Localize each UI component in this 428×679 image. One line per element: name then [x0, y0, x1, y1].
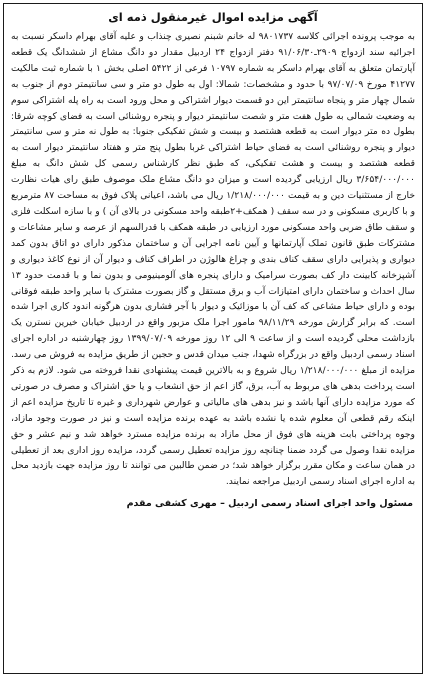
notice-frame	[3, 3, 423, 674]
notice-body: به موجب پرونده اجرائی کلاسه ۹۸۰۱۷۳۷ له خانم شبنم نصیری چنذاب و علیه آقای بهرام داسکر نسبت به اجرائیه سند ازدواج ۲۹۰۹ـ۹۱/۰۶/۳۰ دفتر ازدواج ۲۴ اردبیل مقدار دو دانگ مشاع از ششدانگ یک قطعه آپارتمان متعلق به آقای بهرام داسکر به شماره ۱۰۷۹۷ فرعی از ۵۴۲۲ اصلی بخش ۱ با شماره ثبت مالکیت ۴۱۲۷۷ مورخ ۹۷/۰۷/۰۹ با حدود و مشخصات: شمالا: اول به طول دو متر و سی سانتیمتر دوم از جنوب به شمال چهار متر و پنجاه سانتیمتر این دو قسمت دیوار اشتراکی و محل ورود است به راه پله اشتراکی سوم به وضعیت شمالی به طول هفت متر و شصت سانتیمتر دیوار و پنجره روشنائی است به فضای کوچه شرقا: بطول ده متر دیوار است به قطعه هشتصد و بیست و شش تفکیکی جنوبا: به طول نه متر و سی سانتیمتر دیوار و پنجره روشنائی است به فضای حیاط اشتراکی غربا بطول پنج متر و هفتاد سانتیمتر دیوار است به قطعه هشتصد و بیست و هشت تفکیکی، که طبق نظر کارشناس رسمی کل شش دانگ به مبلغ ۳/۶۵۴/۰۰۰/۰۰۰ ریال ارزیابی گردیده است و میزان دو دانگ مشاع ملک موصوف طبق رای هیات نظارت خارج از مستثنیات دین و به قیمت ۱/۲۱۸/۰۰۰/۰۰۰ ریال می باشد، اعیانی پلاک فوق به مساحت ۸۷ مترمربع و با کاربری مسکونی و در سه سقف ( همکف+۲طبقه واحد مسکونی در بالای آن ) و با سازه اسکلت فلزی و سقف طاق ضربی واحد مسکونی مورد ارزیابی در طبقه همکف با قدرالسهم از عرصه و سایر مشاعات و مشترکات طبق قانون تملک آپارتمانها و آیین نامه اجرایی آن و ساختمان مذکور دارای دو اتاق بدون کمد دیواری و پذیرایی دارای سقف کناف بندی و چراغ هالوژن در اطراف کناف و دیوار آن از نوع کاغذ دیواری و آشپزخانه کابینت دار کف بصورت سرامیک و دارای پنجره های آلومینیومی و بدون نما و با قدمت حدود ۱۳ سال احداث و ساختمان دارای امتیازات آب و برق مستقل و گاز بصورت مشترک با سایر واحد طبقه فوقانی بوده و دارای حیاط مشاعی که کف آن با موزائیک و دیوار با آجر فشاری بدون هرگونه اندود کاری اجرا شده است. که برابر گزارش مورخه ۹۸/۱۱/۲۹ مامور اجرا ملک مزبور واقع در اردبیل خیابان خیرین نسترن یک بازداشت محلی گردیده است و از ساعت ۹ الی ۱۲ روز مورخه ۱۳۹۹/۰۷/۰۹ روز چهارشنبه در اداره اجرای اسناد رسمی اردبیل واقع در بزرگراه شهدا، جنب میدان قدس و حجین از طریق مزایده به فروش می رسد. مزایده از مبلغ ۱/۲۱۸/۰۰۰/۰۰۰ ریال شروع و به بالاترین قیمت پیشنهادی نقدا فروخته می شود. لازم به ذکر است پرداخت بدهی های مربوط به آب، برق، گاز اعم از حق انشعاب و یا حق اشتراک و مصرف در صورتی که مورد مزایده دارای آنها باشد و نیز بدهی های مالیاتی و عوارض شهرداری و غیره تا تاریخ مزایده اعم از اینکه رقم قطعی آن معلوم شده یا نشده باشد به عهده برنده مزایده است و نیز در صورت وجود مازاد، وجوه پرداختی بابت هزینه های فوق از محل مازاد به برنده مزایده مسترد خواهد شد و نیم عشر و حق مزایده نقدا وصول می گردد ضمنا چنانچه روز مزایده تعطیل رسمی گردد، مزایده روز اداری بعد از تعطیلی در همان ساعت و مکان مقرر برگزار خواهد شد؛ در ضمن طالبین می توانند تا روز مزایده جهت بازدید محل به اداره اجرای اسناد رسمی اردبیل مراجعه نمایند.	[11, 31, 416, 488]
notice-title: آگهی مزایده اموال غیرمنقول ذمه ای	[108, 10, 318, 24]
notice-signature: مسئول واحد اجرای اسناد رسمی اردبیل – مهری کشفی مقدم	[126, 498, 413, 510]
